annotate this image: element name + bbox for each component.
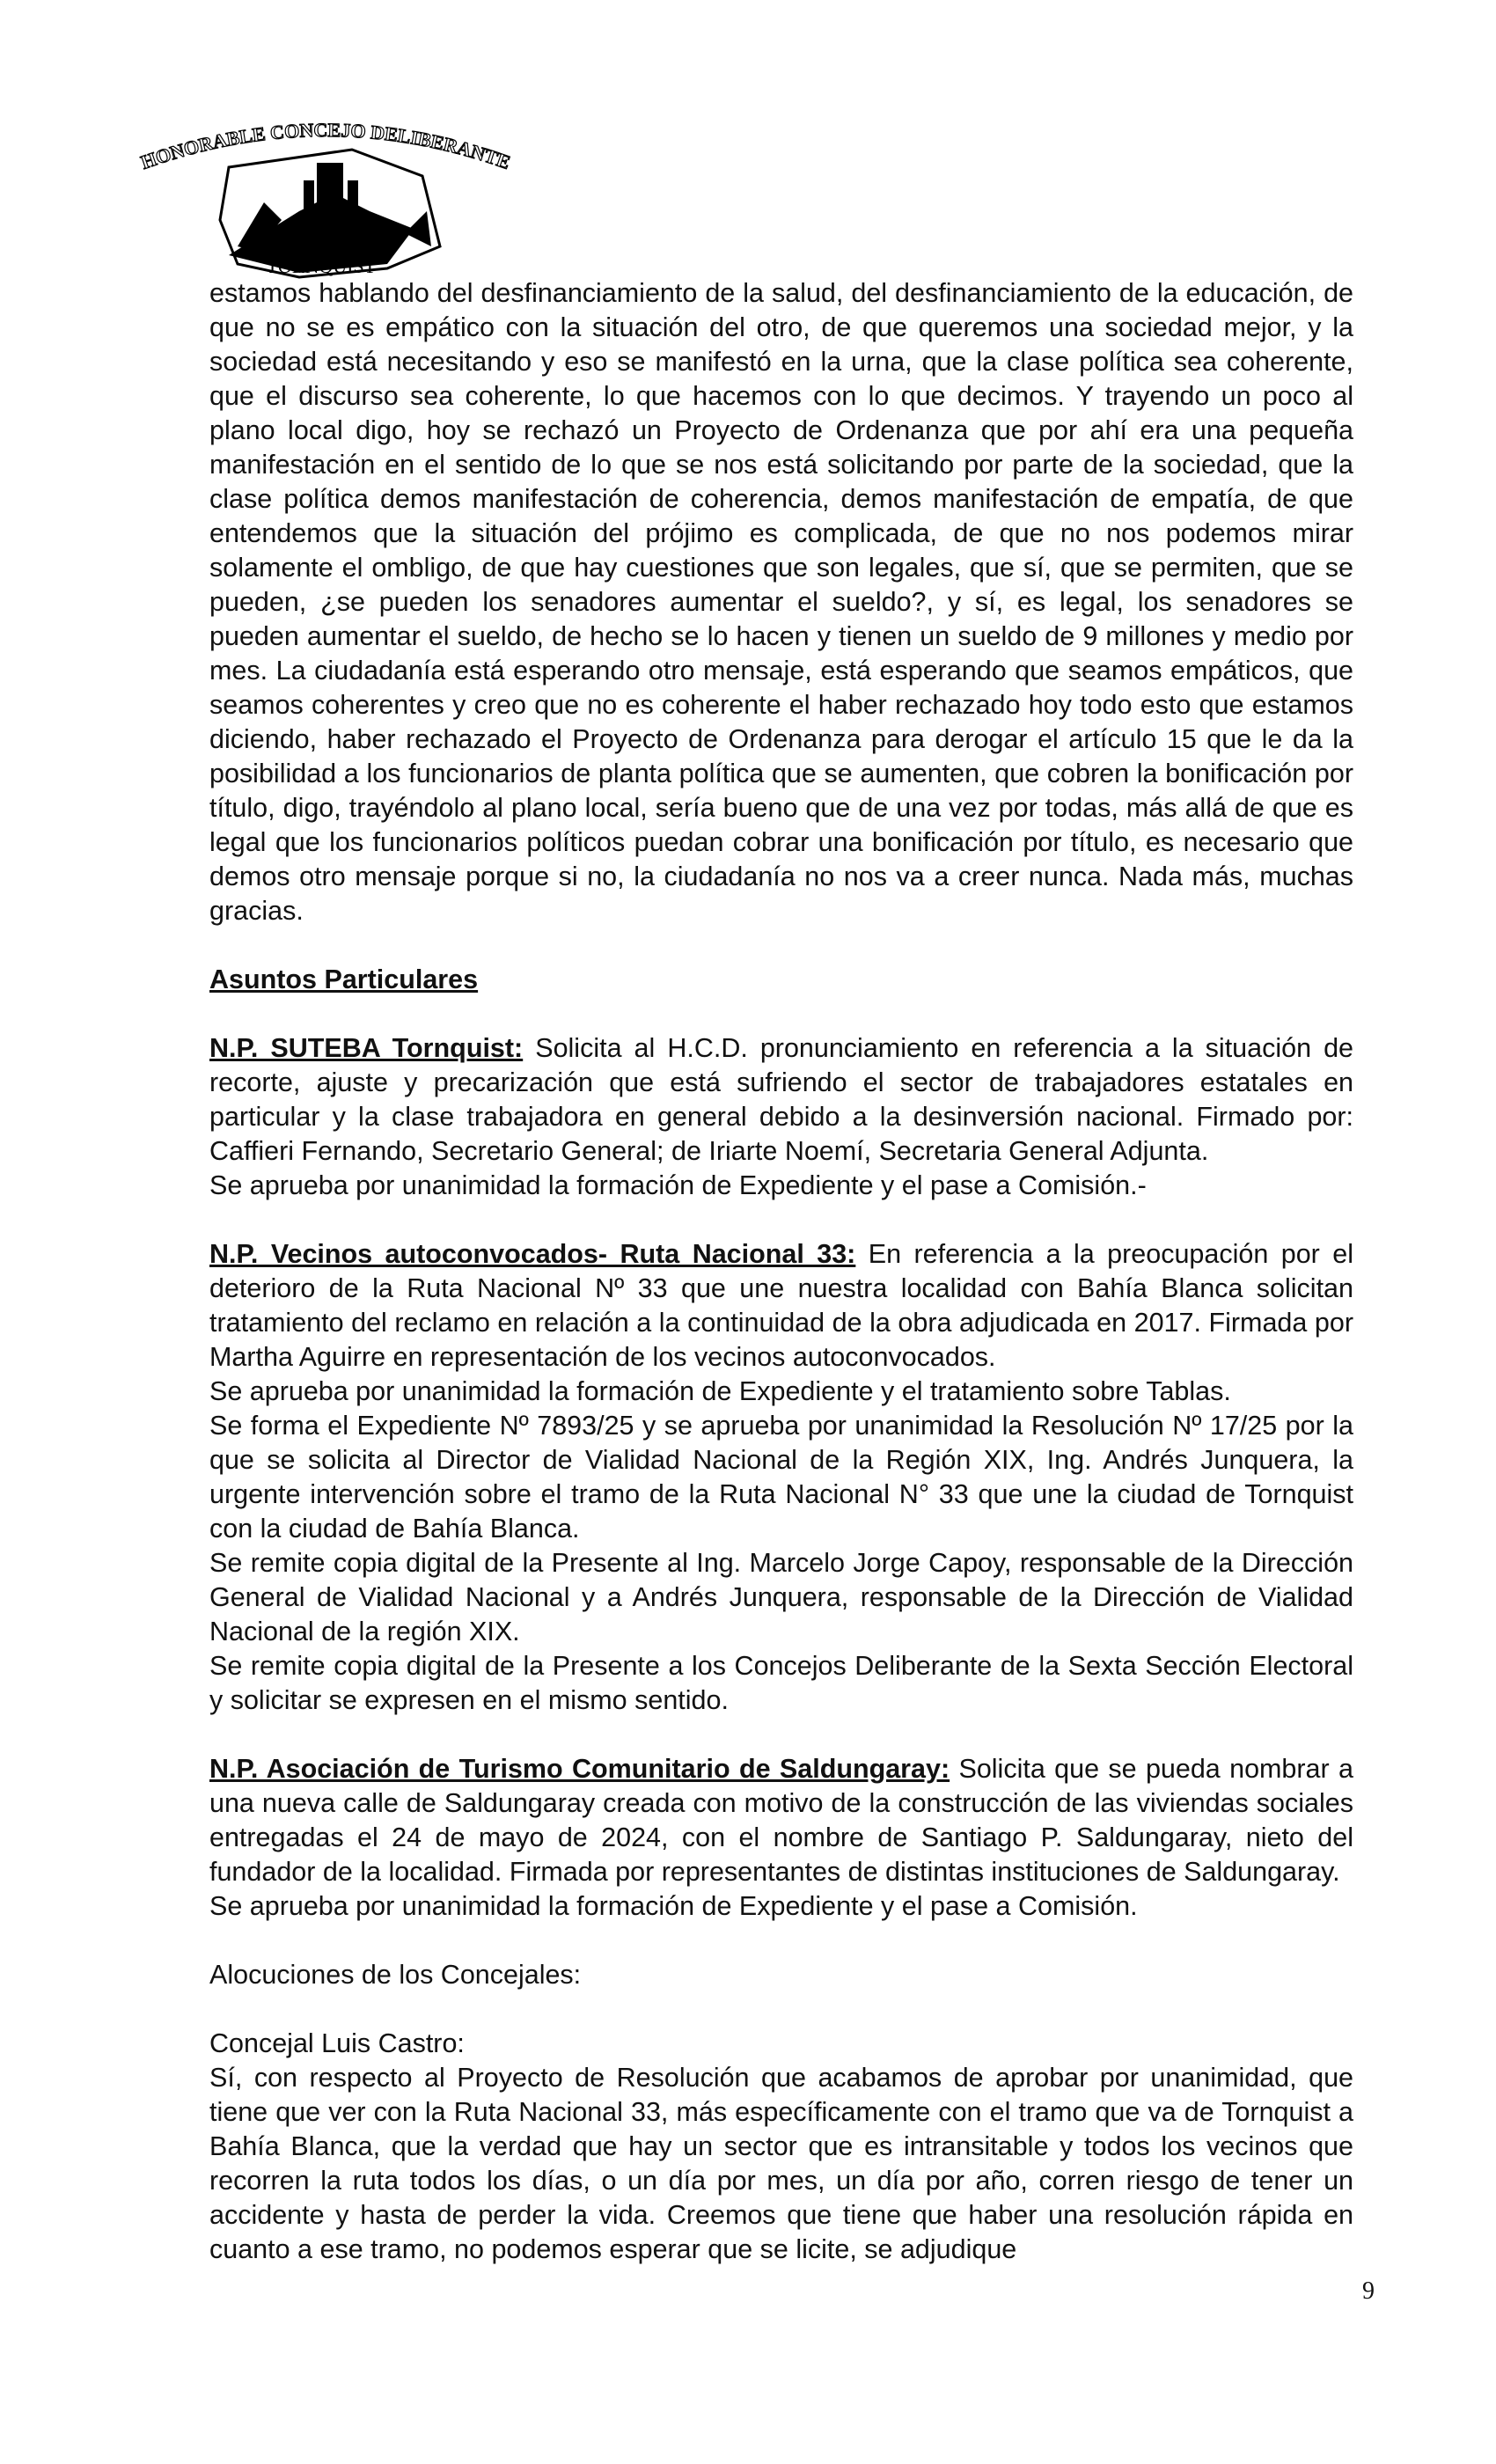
document-body — [209, 276, 1353, 2267]
np-text: Solicita al H.C.D. pronunciamiento en referencia a la situación de recorte, ajuste y precarización que está sufriendo el sector de trabajadores estatales en particular y la clase trabajadora en general debido a la desinversión nacional. Firmado por: Caffieri Fernando, Secretario General; de Iriarte Noemí, Secretaria General Adjunta. — [209, 1033, 1354, 1166]
np-resolution: Se aprueba por unanimidad la formación de Expediente y el pase a Comisión. — [209, 1891, 1138, 1921]
page-number: 9 — [1362, 2277, 1375, 2305]
np-resolution: Se aprueba por unanimidad la formación de Expediente y el tratamiento sobre Tablas. — [209, 1376, 1231, 1406]
speaker-name: Concejal Luis Castro: — [209, 2028, 465, 2058]
section-heading: Asuntos Particulares — [209, 964, 479, 994]
np-text: Solicita que se pueda nombrar a una nueva calle de Saldungaray creada con motivo de la construcción de las viviendas sociales entregadas el 24 de mayo de 2024, con el nombre de Santiago P. Saldungaray, nieto del fundador de la localidad. Firmada por representantes de distintas instituciones de Saldungaray. — [209, 1754, 1353, 1887]
np-resolution: Se forma el Expediente Nº 7893/25 y se aprueba por unanimidad la Resolución Nº 17/25 por la que se solicita al Director de Vialidad Nacional de la Región XIX, Ing. Andrés Junquera, la urgente intervención sobre el tramo de la Ruta Nacional N° 33 que une la ciudad de Tornquist con la ciudad de Bahía Blanca. — [209, 1411, 1353, 1544]
logo-arc-text: HONORABLE CONCEJO DELIBERANTE — [137, 118, 514, 174]
speech-text: Sí, con respecto al Proyecto de Resolución que acabamos de aprobar por unanimidad, que tiene que ver con la Ruta Nacional 33, más específicamente con el tramo que va de Tornquist a Bahía Blanca, que la verdad que hay un sector que es intransitable y todos los vecinos que recorren la ruta todos los días, o un día por mes, un día por año, corren riesgo de tener un accidente y hasta de perder la vida. Creemos que tiene que haber una resolución rápida en cuanto a ese tramo, no podemos esperar que se licite, se adjudique — [209, 2063, 1353, 2264]
np-resolution: Se remite copia digital de la Presente al Ing. Marcelo Jorge Capoy, responsable de la Dirección General de Vialidad Nacional y a Andrés Junquera, responsable de la Dirección de Vialidad Nacional de la región XIX. — [209, 1548, 1353, 1646]
np-resolution: Se remite copia digital de la Presente a los Concejos Deliberante de la Sexta Sección Electoral y solicitar se expresen en el mismo sentido. — [209, 1651, 1353, 1715]
np-suteba — [209, 1031, 1353, 1169]
council-logo — [123, 114, 528, 282]
np-vecinos — [209, 1237, 1353, 1375]
logo-town-text: TORNQUIST — [266, 255, 377, 277]
np-title: N.P. Vecinos autoconvocados- Ruta Nacional 33: — [209, 1239, 856, 1269]
np-title: N.P. Asociación de Turismo Comunitario de Saldungaray: — [209, 1754, 950, 1784]
intro-paragraph: estamos hablando del desfinanciamiento de la salud, del desfinanciamiento de la educación, de que no se es empático con la situación del otro, de que queremos una sociedad mejor, y la sociedad está necesitando y eso se manifestó en la urna, que la clase política sea coherente, que el discurso sea coherente, lo que hacemos con lo que decimos. Y trayendo un poco al plano local digo, hoy se rechazó un Proyecto de Ordenanza que por ahí era una pequeña manifestación en el sentido de lo que se nos está solicitando por parte de la sociedad, que la clase política demos manifestación de coherencia, demos manifestación de empatía, de que entendemos que la situación del prójimo es complicada, de que no nos podemos mirar solamente el ombligo, de que hay cuestiones que son legales, que sí, que se permiten, que se pueden, ¿se pueden los senadores aumentar el sueldo?, y sí, es legal, los senadores se pueden aumentar el sueldo, de hecho se lo hacen y tienen un sueldo de 9 millones y medio por mes. La ciudadanía está esperando otro mensaje, está esperando que seamos empáticos, que seamos coherentes y creo que no es coherente el haber rechazado hoy todo esto que estamos diciendo, haber rechazado el Proyecto de Ordenanza para derogar el artículo 15 que le da la posibilidad a los funcionarios de planta política que se aumenten, que cobren la bonificación por título, digo, trayéndolo al plano local, sería bueno que de una vez por todas, más allá de que es legal que los funcionarios políticos puedan cobrar una bonificación por título, es necesario que demos otro mensaje porque si no, la ciudadanía no nos va a creer nunca. Nada más, muchas gracias. — [209, 278, 1353, 926]
np-title: N.P. SUTEBA Tornquist: — [209, 1033, 524, 1063]
alocuciones-label: Alocuciones de los Concejales: — [209, 1960, 582, 1990]
np-text: En referencia a la preocupación por el deterioro de la Ruta Nacional Nº 33 que une nuestra localidad con Bahía Blanca solicitan tratamiento del reclamo en relación a la continuidad de la obra adjudicada en 2017. Firmada por Martha Aguirre en representación de los vecinos autoconvocados. — [209, 1239, 1353, 1372]
np-resolution: Se aprueba por unanimidad la formación de Expediente y el pase a Comisión.- — [209, 1170, 1147, 1200]
np-asociacion — [209, 1752, 1353, 1889]
